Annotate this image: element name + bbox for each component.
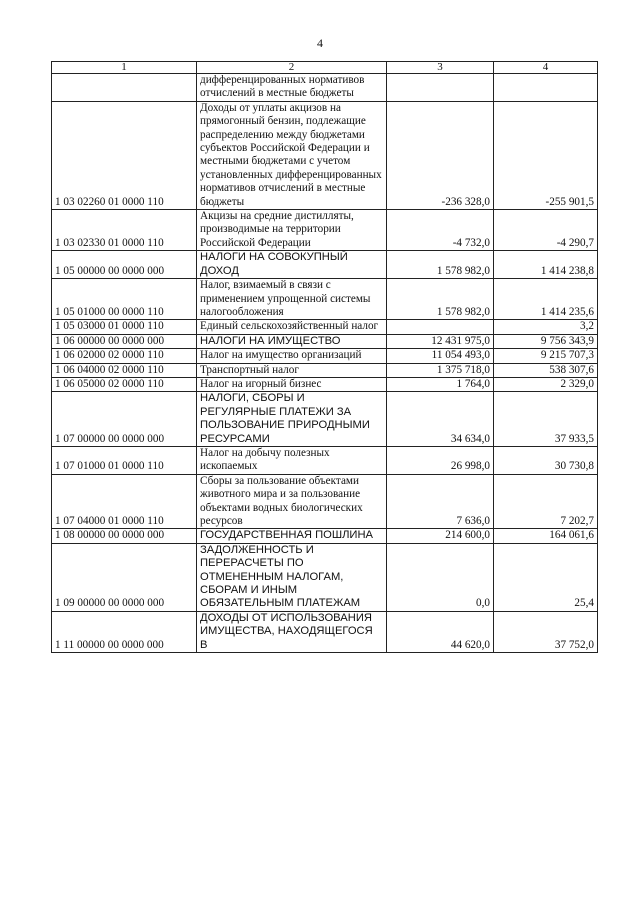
header-col-2: 2 [197, 62, 387, 74]
revenue-name-cell: Налог, взимаемый в связи с применением упрощенной системы налогообложения [197, 279, 387, 320]
value-col-4-cell: 1 414 235,6 [494, 279, 598, 320]
table-row [52, 363, 598, 377]
value-col-4-cell: 9 215 707,3 [494, 349, 598, 363]
table-row [52, 611, 598, 652]
revenue-name-cell: Акцизы на средние дистилляты, производимые на территории Российской Федерации [197, 210, 387, 251]
value-col-4-cell: -255 901,5 [494, 101, 598, 209]
value-col-4-cell: 37 933,5 [494, 392, 598, 447]
budget-code-cell: 1 06 00000 00 0000 000 [52, 334, 197, 348]
value-col-4-cell: 2 329,0 [494, 377, 598, 391]
budget-code-cell: 1 06 02000 02 0000 110 [52, 349, 197, 363]
table-row [52, 101, 598, 209]
revenue-name-cell: НАЛОГИ, СБОРЫ И РЕГУЛЯРНЫЕ ПЛАТЕЖИ ЗА ПОЛЬЗОВАНИЕ ПРИРОДНЫМИ РЕСУРСАМИ [197, 392, 387, 447]
budget-code-cell: 1 05 03000 01 0000 110 [52, 320, 197, 334]
revenue-name-cell: ГОСУДАРСТВЕННАЯ ПОШЛИНА [197, 529, 387, 543]
table-row [52, 320, 598, 334]
table-row [52, 279, 598, 320]
page-number: 4 [317, 36, 323, 50]
budget-code-cell: 1 07 01000 01 0000 110 [52, 446, 197, 474]
revenue-name-cell: НАЛОГИ НА ИМУЩЕСТВО [197, 334, 387, 348]
table-row [52, 474, 598, 529]
table-row [52, 251, 598, 279]
budget-code-cell: 1 07 04000 01 0000 110 [52, 474, 197, 529]
table-row [52, 74, 598, 102]
value-col-3-cell [387, 320, 494, 334]
value-col-3-cell: 12 431 975,0 [387, 334, 494, 348]
revenue-name-cell: Транспортный налог [197, 363, 387, 377]
budget-code-cell: 1 06 04000 02 0000 110 [52, 363, 197, 377]
table-row [52, 543, 598, 611]
table-header-row [52, 62, 598, 74]
revenue-name-cell: ДОХОДЫ ОТ ИСПОЛЬЗОВАНИЯ ИМУЩЕСТВА, НАХОДЯЩЕГОСЯ В [197, 611, 387, 652]
budget-code-cell: 1 08 00000 00 0000 000 [52, 529, 197, 543]
table-body [52, 74, 598, 653]
value-col-3-cell: 7 636,0 [387, 474, 494, 529]
header-col-1: 1 [52, 62, 197, 74]
revenue-name-cell: Налог на добычу полезных ископаемых [197, 446, 387, 474]
revenue-name-cell: ЗАДОЛЖЕННОСТЬ И ПЕРЕРАСЧЕТЫ ПО ОТМЕНЕННЫМ НАЛОГАМ, СБОРАМ И ИНЫМ ОБЯЗАТЕЛЬНЫМ ПЛАТЕЖАМ [197, 543, 387, 611]
value-col-4-cell: 1 414 238,8 [494, 251, 598, 279]
value-col-3-cell: 11 054 493,0 [387, 349, 494, 363]
budget-code-cell: 1 06 05000 02 0000 110 [52, 377, 197, 391]
revenue-name-cell: Налог на игорный бизнес [197, 377, 387, 391]
value-col-4-cell [494, 74, 598, 102]
header-col-4: 4 [494, 62, 598, 74]
revenue-name-cell: Налог на имущество организаций [197, 349, 387, 363]
value-col-3-cell: 34 634,0 [387, 392, 494, 447]
value-col-4-cell: 538 307,6 [494, 363, 598, 377]
value-col-4-cell: 7 202,7 [494, 474, 598, 529]
value-col-4-cell: 37 752,0 [494, 611, 598, 652]
value-col-3-cell: 1 578 982,0 [387, 279, 494, 320]
budget-revenue-table [51, 61, 598, 653]
header-col-3: 3 [387, 62, 494, 74]
table-row [52, 349, 598, 363]
value-col-4-cell: 25,4 [494, 543, 598, 611]
value-col-4-cell: -4 290,7 [494, 210, 598, 251]
value-col-3-cell: 214 600,0 [387, 529, 494, 543]
value-col-3-cell: -236 328,0 [387, 101, 494, 209]
budget-code-cell: 1 03 02260 01 0000 110 [52, 101, 197, 209]
table-row [52, 392, 598, 447]
value-col-3-cell: 1 375 718,0 [387, 363, 494, 377]
budget-code-cell: 1 03 02330 01 0000 110 [52, 210, 197, 251]
revenue-name-cell: НАЛОГИ НА СОВОКУПНЫЙ ДОХОД [197, 251, 387, 279]
table-row [52, 334, 598, 348]
revenue-name-cell: Сборы за пользование объектами животного мира и за пользование объектами водных биологических ресурсов [197, 474, 387, 529]
value-col-4-cell: 164 061,6 [494, 529, 598, 543]
budget-code-cell: 1 11 00000 00 0000 000 [52, 611, 197, 652]
table-row [52, 446, 598, 474]
table-row [52, 210, 598, 251]
value-col-3-cell: 1 578 982,0 [387, 251, 494, 279]
budget-code-cell: 1 09 00000 00 0000 000 [52, 543, 197, 611]
budget-code-cell: 1 05 01000 00 0000 110 [52, 279, 197, 320]
value-col-3-cell: 1 764,0 [387, 377, 494, 391]
value-col-4-cell: 3,2 [494, 320, 598, 334]
revenue-name-cell: дифференцированных нормативов отчислений в местные бюджеты [197, 74, 387, 102]
value-col-3-cell: 26 998,0 [387, 446, 494, 474]
value-col-4-cell: 9 756 343,9 [494, 334, 598, 348]
value-col-3-cell: 0,0 [387, 543, 494, 611]
value-col-3-cell: -4 732,0 [387, 210, 494, 251]
table-row [52, 529, 598, 543]
value-col-4-cell: 30 730,8 [494, 446, 598, 474]
revenue-name-cell: Единый сельскохозяйственный налог [197, 320, 387, 334]
table-row [52, 377, 598, 391]
budget-code-cell: 1 07 00000 00 0000 000 [52, 392, 197, 447]
value-col-3-cell [387, 74, 494, 102]
budget-code-cell [52, 74, 197, 102]
value-col-3-cell: 44 620,0 [387, 611, 494, 652]
revenue-name-cell: Доходы от уплаты акцизов на прямогонный бензин, подлежащие распределению между бюджетами субъектов Российской Федерации и местными бюджетами с учетом установленных дифференцированных нормативов отчислений в местные бюджеты [197, 101, 387, 209]
budget-code-cell: 1 05 00000 00 0000 000 [52, 251, 197, 279]
